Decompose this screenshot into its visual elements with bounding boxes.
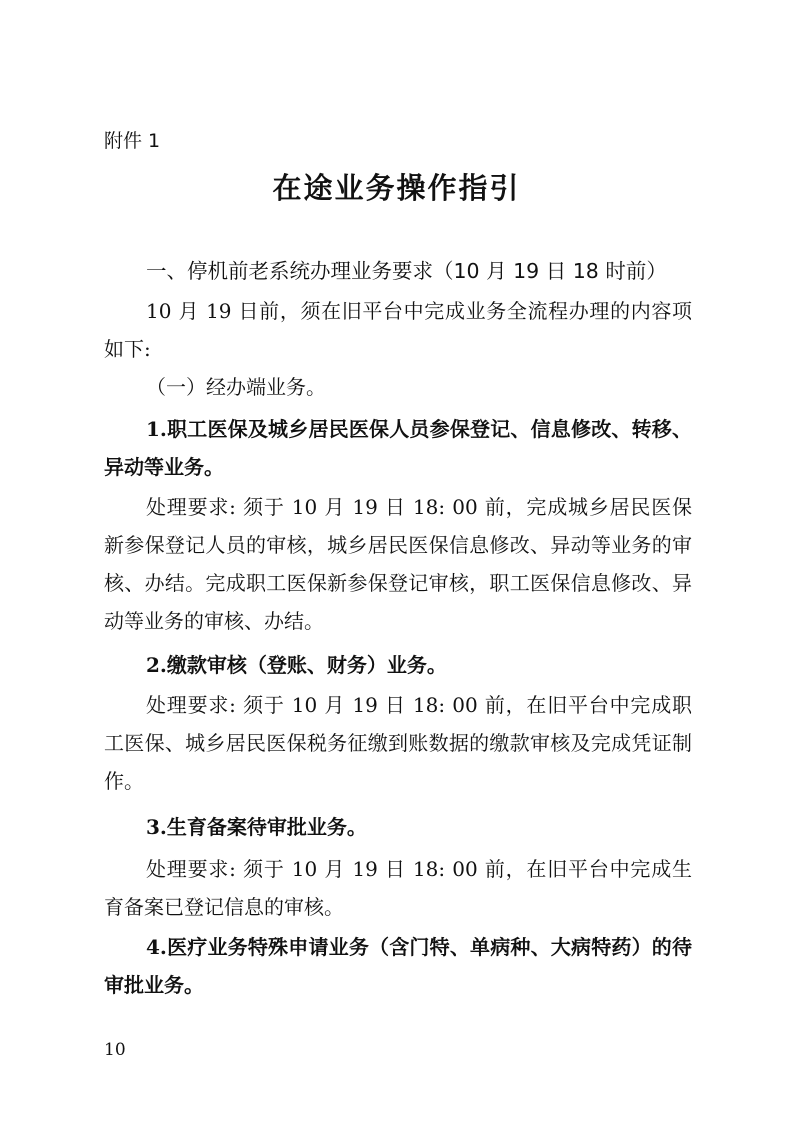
item-2-title: 2.缴款审核（登账、财务）业务。 xyxy=(146,653,447,677)
item-2-body: 处理要求: 须于 10 月 19 日 18: 00 前，在旧平台中完成职工医保、城乡居民医保税务征缴到账数据的缴款审核及完成凭证制作。 xyxy=(104,693,692,793)
attachment-label: 附件 1 xyxy=(104,130,161,152)
subsection-heading: （一）经办端业务。 xyxy=(146,375,326,399)
intro-paragraph: 10 月 19 日前，须在旧平台中完成业务全流程办理的内容项如下: xyxy=(104,299,692,361)
section-heading: 一、停机前老系统办理业务要求（10 月 19 日 18 时前） xyxy=(146,259,667,283)
item-3-body: 处理要求: 须于 10 月 19 日 18: 00 前，在旧平台中完成生育备案已登记信息的审核。 xyxy=(104,857,692,919)
item-1-body: 处理要求: 须于 10 月 19 日 18: 00 前，完成城乡居民医保新参保登记人员的审核，城乡居民医保信息修改、异动等业务的审核、办结。完成职工医保新参保登记审核，职工医保信息修改、异动等业务的审核、办结。 xyxy=(104,495,692,633)
item-4-title: 4.医疗业务特殊申请业务（含门特、单病种、大病特药）的待审批业务。 xyxy=(104,935,692,997)
item-3-title: 3.生育备案待审批业务。 xyxy=(146,815,367,839)
document-title: 在途业务操作指引 xyxy=(272,171,521,205)
item-1-title: 1.职工医保及城乡居民医保人员参保登记、信息修改、转移、异动等业务。 xyxy=(104,417,692,479)
page-number: 10 xyxy=(104,1040,126,1060)
